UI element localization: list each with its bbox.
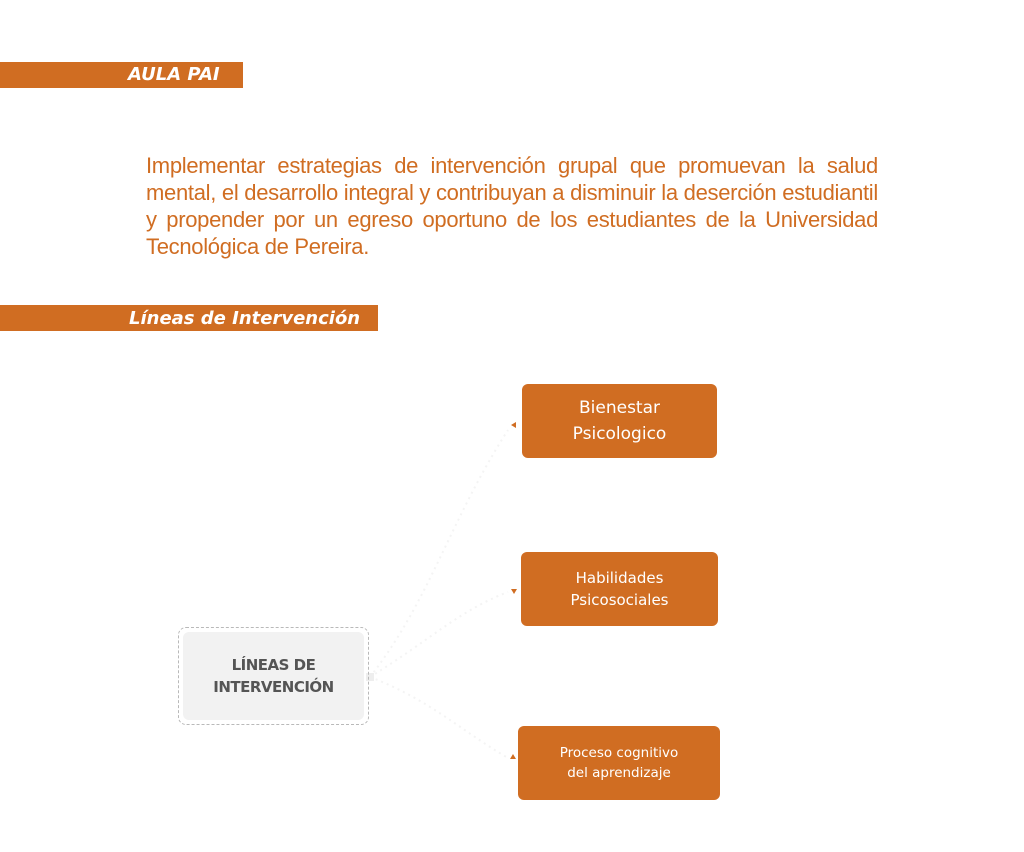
node-habilidades-psicosociales [521,552,718,626]
hub-node-inner [183,632,364,720]
intro-paragraph: Implementar estrategias de intervención grupal que promuevan la salud mental, el desarrollo integral y contribuyan a disminuir la deserción estudiantil y propender por un egreso oportuno de los estudiantes de la Universidad Tecnológica de Pereira. [146,153,878,259]
section-title: Líneas de Intervención [129,308,361,329]
aula-pai-title: AULA PAI [128,64,220,85]
arrow-head-3 [510,754,516,759]
hub-label-line1: LÍNEAS DE [231,656,316,674]
node-3-line1: Proceso cognitivo [559,745,679,761]
connector-line-1 [370,430,508,677]
node-3-line2: del aprendizaje [567,765,671,781]
connector-line-3 [370,677,508,758]
hub-label [204,654,344,698]
hub-node [178,627,369,725]
arrow-head-1 [511,422,516,428]
hub-label-line2: INTERVENCIÓN [213,678,334,696]
node-1-line1: Bienestar [578,398,660,418]
node-1-line2: Psicologico [572,424,667,444]
node-2-line1: Habilidades [575,569,664,587]
node-bienestar-psicologico [522,384,717,458]
node-2-line2: Psicosociales [570,591,669,609]
connector-line-2 [370,592,508,677]
arrow-head-2 [511,589,517,594]
node-proceso-cognitivo [518,726,720,800]
